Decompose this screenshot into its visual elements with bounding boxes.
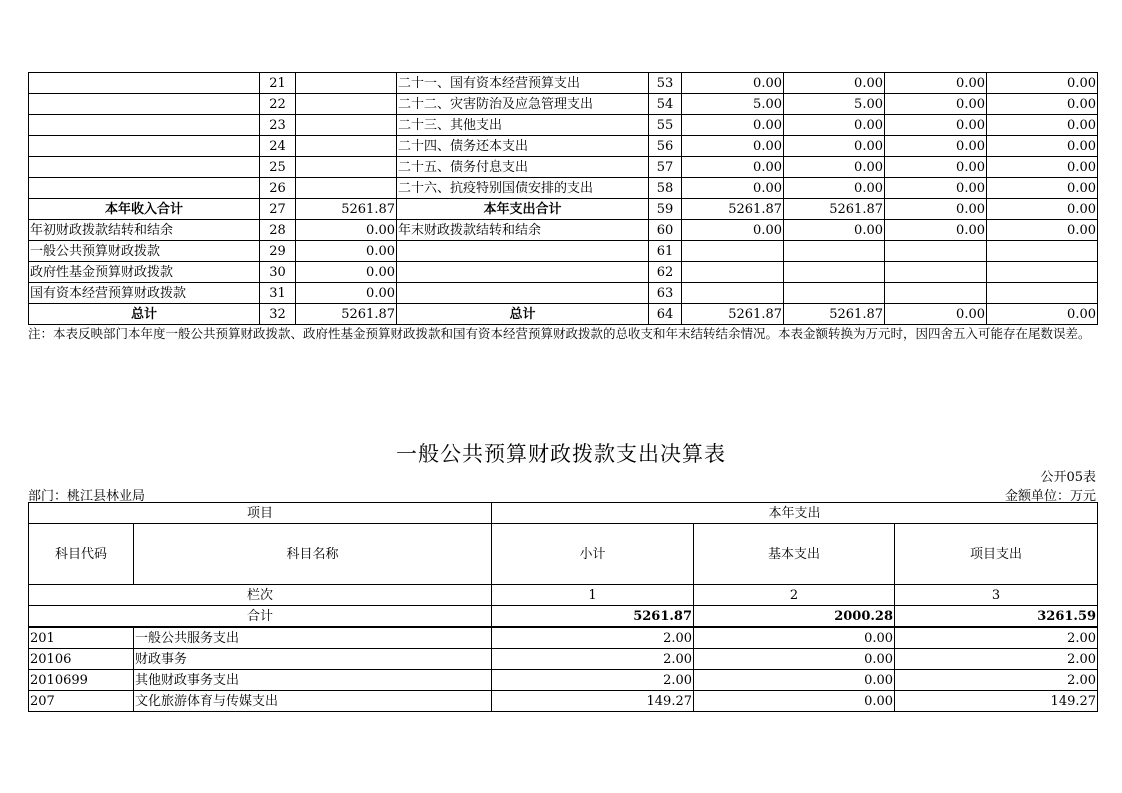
subject-code: 20106 [29, 649, 134, 670]
expense-item-cell: 二十三、其他支出 [397, 115, 649, 136]
expense-item-cell [397, 262, 649, 283]
expense-value-2: 0.00 [784, 73, 885, 94]
expense-value-3: 0.00 [885, 115, 987, 136]
income-amount [296, 73, 397, 94]
income-line-number: 23 [260, 115, 296, 136]
subject-name: 其他财政事务支出 [134, 670, 492, 691]
income-item-cell [29, 157, 260, 178]
expense-value-3: 0.00 [885, 304, 987, 325]
expense-value-4: 0.00 [987, 73, 1098, 94]
income-item-cell: 总计 [29, 304, 260, 325]
income-line-number: 31 [260, 283, 296, 304]
expense-value-1: 5261.87 [682, 304, 784, 325]
income-item-cell [29, 115, 260, 136]
expense-value-1: 0.00 [682, 178, 784, 199]
expense-value-3: 0.00 [885, 220, 987, 241]
expense-value-3: 0.00 [885, 73, 987, 94]
table-row [29, 241, 1098, 262]
income-expense-rows [29, 73, 1098, 325]
income-amount: 0.00 [296, 241, 397, 262]
expense-value-4 [987, 262, 1098, 283]
income-line-number: 32 [260, 304, 296, 325]
expense-value-3 [885, 262, 987, 283]
expense-value-2 [784, 262, 885, 283]
income-line-number: 27 [260, 199, 296, 220]
total-basic: 2000.28 [694, 606, 895, 628]
table-row [29, 649, 1098, 670]
table-row [29, 115, 1098, 136]
subtotal-value: 2.00 [492, 670, 694, 691]
expense-value-4: 0.00 [987, 94, 1098, 115]
project-value: 149.27 [895, 691, 1098, 712]
expense-value-2 [784, 283, 885, 304]
expense-value-4: 0.00 [987, 199, 1098, 220]
subtotal-value: 149.27 [492, 691, 694, 712]
income-line-number: 30 [260, 262, 296, 283]
expense-line-number: 60 [649, 220, 682, 241]
income-item-cell [29, 178, 260, 199]
header-basic: 基本支出 [694, 524, 895, 585]
column-number-3: 3 [895, 585, 1098, 606]
amount-unit-label: 金额单位：万元 [1004, 489, 1096, 504]
expense-value-1 [682, 241, 784, 262]
expense-value-4: 0.00 [987, 220, 1098, 241]
section-title: 一般公共预算财政拨款支出决算表 [396, 442, 726, 466]
table-row [29, 627, 1098, 649]
expense-item-cell: 总计 [397, 304, 649, 325]
income-amount: 0.00 [296, 262, 397, 283]
expense-item-cell [397, 241, 649, 262]
income-item-cell [29, 136, 260, 157]
table-row [29, 199, 1098, 220]
header-code: 科目代码 [29, 524, 134, 585]
expense-value-1: 0.00 [682, 136, 784, 157]
header-project-exp: 项目支出 [895, 524, 1098, 585]
expense-value-2: 5261.87 [784, 199, 885, 220]
column-number-label: 栏次 [29, 585, 492, 606]
expense-value-4: 0.00 [987, 136, 1098, 157]
project-value: 2.00 [895, 649, 1098, 670]
expense-value-2: 0.00 [784, 115, 885, 136]
project-value: 2.00 [895, 627, 1098, 649]
expense-value-3: 0.00 [885, 178, 987, 199]
expense-value-4: 0.00 [987, 115, 1098, 136]
expense-line-number: 57 [649, 157, 682, 178]
header-current-year: 本年支出 [492, 503, 1098, 524]
expense-line-number: 64 [649, 304, 682, 325]
expense-value-1: 5261.87 [682, 199, 784, 220]
subject-code: 2010699 [29, 670, 134, 691]
subject-code: 201 [29, 627, 134, 649]
total-subtotal: 5261.87 [492, 606, 694, 628]
income-amount [296, 136, 397, 157]
table-row [29, 157, 1098, 178]
income-amount [296, 178, 397, 199]
table-number: 公开05表 [1040, 470, 1096, 485]
table-row [29, 304, 1098, 325]
basic-value: 0.00 [694, 670, 895, 691]
income-item-cell: 政府性基金预算财政拨款 [29, 262, 260, 283]
expense-value-3 [885, 283, 987, 304]
table-row [29, 691, 1098, 712]
column-number-2: 2 [694, 585, 895, 606]
expense-item-cell: 二十六、抗疫特别国债安排的支出 [397, 178, 649, 199]
income-item-cell: 国有资本经营预算财政拨款 [29, 283, 260, 304]
income-amount: 5261.87 [296, 199, 397, 220]
expense-line-number: 58 [649, 178, 682, 199]
expense-value-3: 0.00 [885, 157, 987, 178]
expenditure-table [28, 502, 1098, 712]
expense-value-2 [784, 241, 885, 262]
expense-value-2: 0.00 [784, 136, 885, 157]
income-line-number: 21 [260, 73, 296, 94]
expense-value-1 [682, 283, 784, 304]
income-item-cell [29, 73, 260, 94]
expense-line-number: 53 [649, 73, 682, 94]
expense-item-cell: 年末财政拨款结转和结余 [397, 220, 649, 241]
subject-name: 文化旅游体育与传媒支出 [134, 691, 492, 712]
total-project: 3261.59 [895, 606, 1098, 628]
expense-value-1: 0.00 [682, 73, 784, 94]
expense-item-cell: 本年支出合计 [397, 199, 649, 220]
income-line-number: 28 [260, 220, 296, 241]
income-line-number: 24 [260, 136, 296, 157]
expense-value-4: 0.00 [987, 157, 1098, 178]
expense-item-cell: 二十一、国有资本经营预算支出 [397, 73, 649, 94]
income-expense-table [28, 72, 1098, 325]
subtotal-value: 2.00 [492, 627, 694, 649]
expense-value-1: 0.00 [682, 157, 784, 178]
basic-value: 0.00 [694, 627, 895, 649]
income-line-number: 26 [260, 178, 296, 199]
income-amount [296, 115, 397, 136]
expense-value-1: 5.00 [682, 94, 784, 115]
income-amount: 0.00 [296, 220, 397, 241]
expense-value-2: 0.00 [784, 220, 885, 241]
column-number-1: 1 [492, 585, 694, 606]
expense-value-2: 5261.87 [784, 304, 885, 325]
expense-value-1: 0.00 [682, 115, 784, 136]
income-item-cell: 一般公共预算财政拨款 [29, 241, 260, 262]
table-row [29, 220, 1098, 241]
expense-value-1 [682, 262, 784, 283]
expense-line-number: 54 [649, 94, 682, 115]
expense-value-4: 0.00 [987, 178, 1098, 199]
income-line-number: 25 [260, 157, 296, 178]
income-line-number: 29 [260, 241, 296, 262]
subject-code: 207 [29, 691, 134, 712]
table-note: 注：本表反映部门本年度一般公共预算财政拨款、政府性基金预算财政拨款和国有资本经营预算财政拨款的总收支和年末结转结余情况。本表金额转换为万元时，因四舍五入可能存在尾数误差。 [28, 326, 1091, 341]
expense-value-4: 0.00 [987, 304, 1098, 325]
expense-item-cell: 二十五、债务付息支出 [397, 157, 649, 178]
expense-line-number: 56 [649, 136, 682, 157]
expense-value-2: 0.00 [784, 157, 885, 178]
expense-value-3: 0.00 [885, 136, 987, 157]
header-row-2 [29, 524, 1098, 585]
income-line-number: 22 [260, 94, 296, 115]
basic-value: 0.00 [694, 649, 895, 670]
expense-value-3 [885, 241, 987, 262]
table-row [29, 94, 1098, 115]
income-item-cell: 年初财政拨款结转和结余 [29, 220, 260, 241]
expense-line-number: 61 [649, 241, 682, 262]
header-project: 项目 [29, 503, 492, 524]
expense-value-2: 5.00 [784, 94, 885, 115]
table-row [29, 283, 1098, 304]
income-amount [296, 157, 397, 178]
income-amount [296, 94, 397, 115]
expense-value-3: 0.00 [885, 94, 987, 115]
expense-line-number: 55 [649, 115, 682, 136]
expense-value-4 [987, 283, 1098, 304]
table-row [29, 73, 1098, 94]
expense-item-cell: 二十四、债务还本支出 [397, 136, 649, 157]
income-amount: 0.00 [296, 283, 397, 304]
expense-line-number: 62 [649, 262, 682, 283]
expenditure-rows [29, 503, 1098, 712]
subject-name: 财政事务 [134, 649, 492, 670]
basic-value: 0.00 [694, 691, 895, 712]
expense-item-cell: 二十二、灾害防治及应急管理支出 [397, 94, 649, 115]
column-number-row [29, 585, 1098, 606]
department-label: 部门：桃江县林业局 [28, 489, 146, 504]
header-name: 科目名称 [134, 524, 492, 585]
subject-name: 一般公共服务支出 [134, 627, 492, 649]
income-item-cell: 本年收入合计 [29, 199, 260, 220]
total-label: 合计 [29, 606, 492, 628]
expense-value-3: 0.00 [885, 199, 987, 220]
project-value: 2.00 [895, 670, 1098, 691]
header-subtotal: 小计 [492, 524, 694, 585]
expense-value-1: 0.00 [682, 220, 784, 241]
expense-line-number: 59 [649, 199, 682, 220]
header-row-1 [29, 503, 1098, 524]
table-row [29, 178, 1098, 199]
income-amount: 5261.87 [296, 304, 397, 325]
expense-item-cell [397, 283, 649, 304]
table-row [29, 262, 1098, 283]
table-row [29, 670, 1098, 691]
table-row [29, 136, 1098, 157]
total-row [29, 606, 1098, 628]
expense-value-4 [987, 241, 1098, 262]
expense-value-2: 0.00 [784, 178, 885, 199]
income-item-cell [29, 94, 260, 115]
expense-line-number: 63 [649, 283, 682, 304]
subtotal-value: 2.00 [492, 649, 694, 670]
